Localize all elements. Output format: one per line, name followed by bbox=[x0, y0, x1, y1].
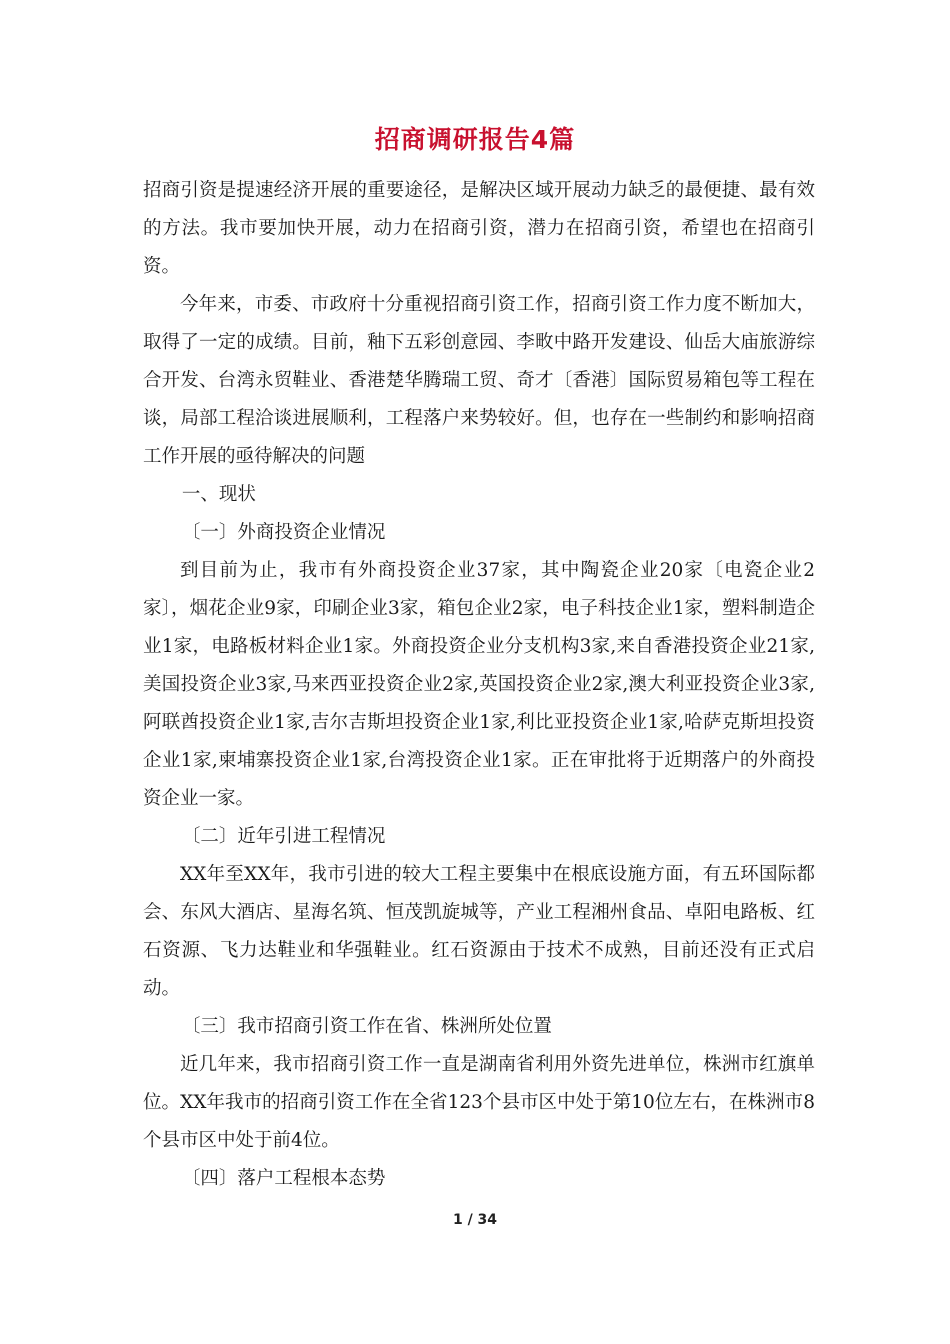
paragraph-recent-projects: XX年至XX年，我市引进的较大工程主要集中在根底设施方面，有五环国际都会、东风大酒店、星海名筑、恒茂凯旋城等，产业工程湘州食品、卓阳电路板、红石资源、飞力达鞋业和华强鞋业。红石资源由于技术不成熟，目前还没有正式启动。 bbox=[143, 864, 815, 999]
subsection-heading-foreign-investment: 〔一〕外商投资企业情况 bbox=[181, 522, 386, 543]
paragraph-overview: 今年来，市委、市政府十分重视招商引资工作，招商引资工作力度不断加大，取得了一定的成绩。目前，釉下五彩创意园、李畋中路开发建设、仙岳大庙旅游综合开发、台湾永贸鞋业、香港楚华腾瑞工贸、奇才〔香港〕国际贸易箱包等工程在谈，局部工程洽谈进展顺利，工程落户来势较好。但，也存在一些制约和影响招商工作开展的亟待解决的问题 bbox=[143, 294, 815, 467]
subsection-heading-project-trend: 〔四〕落户工程根本态势 bbox=[181, 1168, 386, 1189]
document-title: 招商调研报告4篇 bbox=[374, 125, 576, 154]
paragraph-intro: 招商引资是提速经济开展的重要途径，是解决区域开展动力缺乏的最便捷、最有效的方法。我市要加快开展，动力在招商引资，潜力在招商引资，希望也在招商引资。 bbox=[143, 180, 815, 277]
document-body bbox=[143, 172, 815, 1198]
paragraph-foreign-investment: 到目前为止，我市有外商投资企业37家，其中陶瓷企业20家〔电瓷企业2家〕，烟花企业9家，印刷企业3家，箱包企业2家，电子科技企业1家，塑料制造企业1家，电路板材料企业1家。外商投资企业分支机构3家,来自香港投资企业21家,美国投资企业3家,马来西亚投资企业2家,英国投资企业2家,澳大利亚投资企业3家,阿联酋投资企业1家,吉尔吉斯坦投资企业1家,利比亚投资企业1家,哈萨克斯坦投资企业1家,柬埔寨投资企业1家,台湾投资企业1家。正在审批将于近期落户的外商投资企业一家。 bbox=[143, 560, 815, 809]
paragraph-ranking: 近几年来，我市招商引资工作一直是湖南省利用外资先进单位，株洲市红旗单位。XX年我市的招商引资工作在全省123个县市区中处于第10位左右，在株洲市8个县市区中处于前4位。 bbox=[143, 1054, 815, 1151]
subsection-heading-ranking: 〔三〕我市招商引资工作在省、株洲所处位置 bbox=[181, 1016, 552, 1037]
section-heading-status: 一、现状 bbox=[181, 484, 256, 505]
page-number: 1 / 34 bbox=[452, 1212, 498, 1228]
subsection-heading-recent-projects: 〔二〕近年引进工程情况 bbox=[181, 826, 386, 847]
